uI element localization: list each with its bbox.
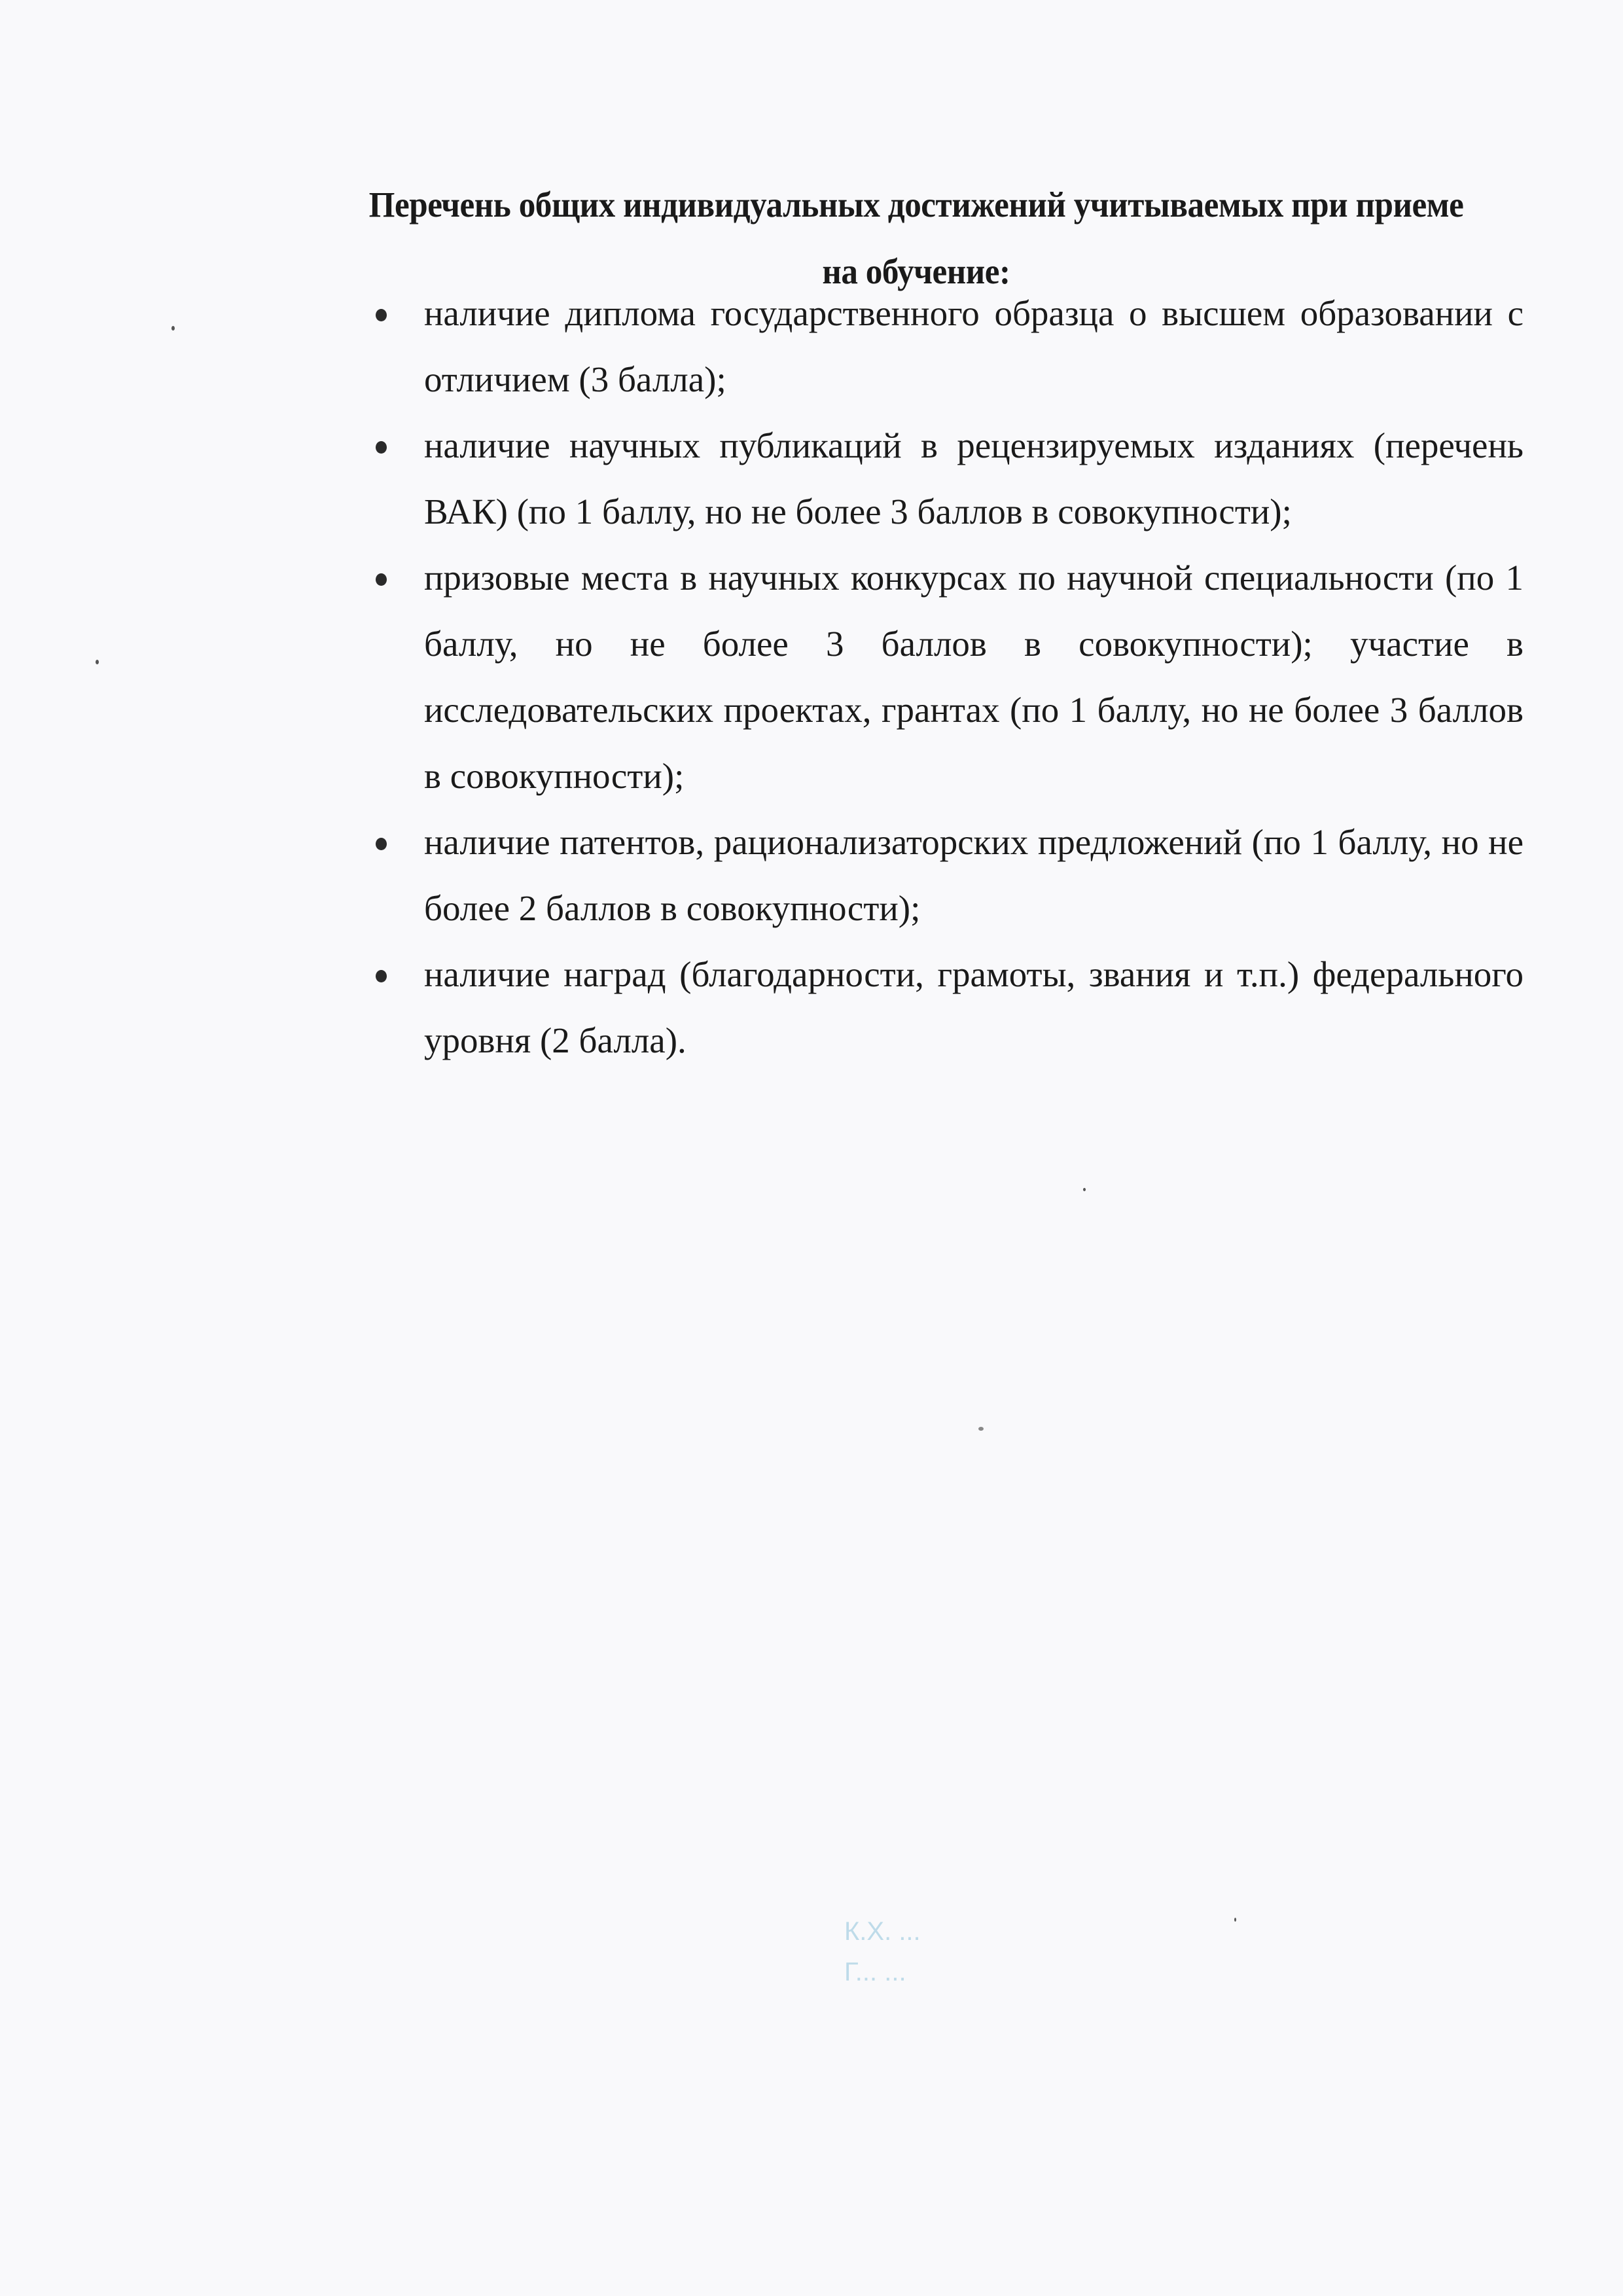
list-item-text: наличие наград (благодарности, грамоты, звания и т.п.) федерального уровня (2 балла). — [424, 954, 1524, 1060]
list-item-text: наличие патентов, рационализаторских предложений (по 1 баллу, но не более 2 баллов в совокупности); — [424, 822, 1524, 928]
faded-stamp — [844, 1911, 1067, 2081]
list-item — [373, 280, 1524, 412]
bullet-icon — [376, 838, 387, 850]
scan-speck — [978, 1427, 984, 1431]
stamp-line-2: Г... ... — [844, 1958, 906, 1986]
stamp-line-1: К.Х. ... — [844, 1917, 921, 1946]
list-item — [373, 941, 1524, 1073]
bullet-icon — [376, 573, 387, 586]
list-item-text: наличие научных публикаций в рецензируемых изданиях (перечень ВАК) (по 1 баллу, но не более 3 баллов в совокупности); — [424, 425, 1524, 531]
list-item-text: призовые места в научных конкурсах по научной специальности (по 1 баллу, но не более 3 баллов в совокупности); участие в исследовательских проектах, грантах (по 1 баллу, но не более 3 баллов в совокупности); — [424, 558, 1524, 796]
bullet-icon — [376, 309, 387, 321]
list-item — [373, 545, 1524, 809]
list-item — [373, 809, 1524, 941]
scan-speck — [96, 660, 99, 664]
scan-speck — [1234, 1918, 1236, 1922]
scan-speck — [1083, 1188, 1086, 1191]
list-item-text: наличие диплома государственного образца о высшем образовании с отличием (3 балла); — [424, 293, 1524, 399]
bullet-icon — [376, 970, 387, 982]
list-item — [373, 412, 1524, 545]
page-title: Перечень общих индивидуальных достижений учитываемых при приеме на обучение: — [368, 184, 1464, 291]
achievement-list — [373, 280, 1524, 1073]
bullet-icon — [376, 441, 387, 454]
scan-speck — [171, 326, 175, 331]
